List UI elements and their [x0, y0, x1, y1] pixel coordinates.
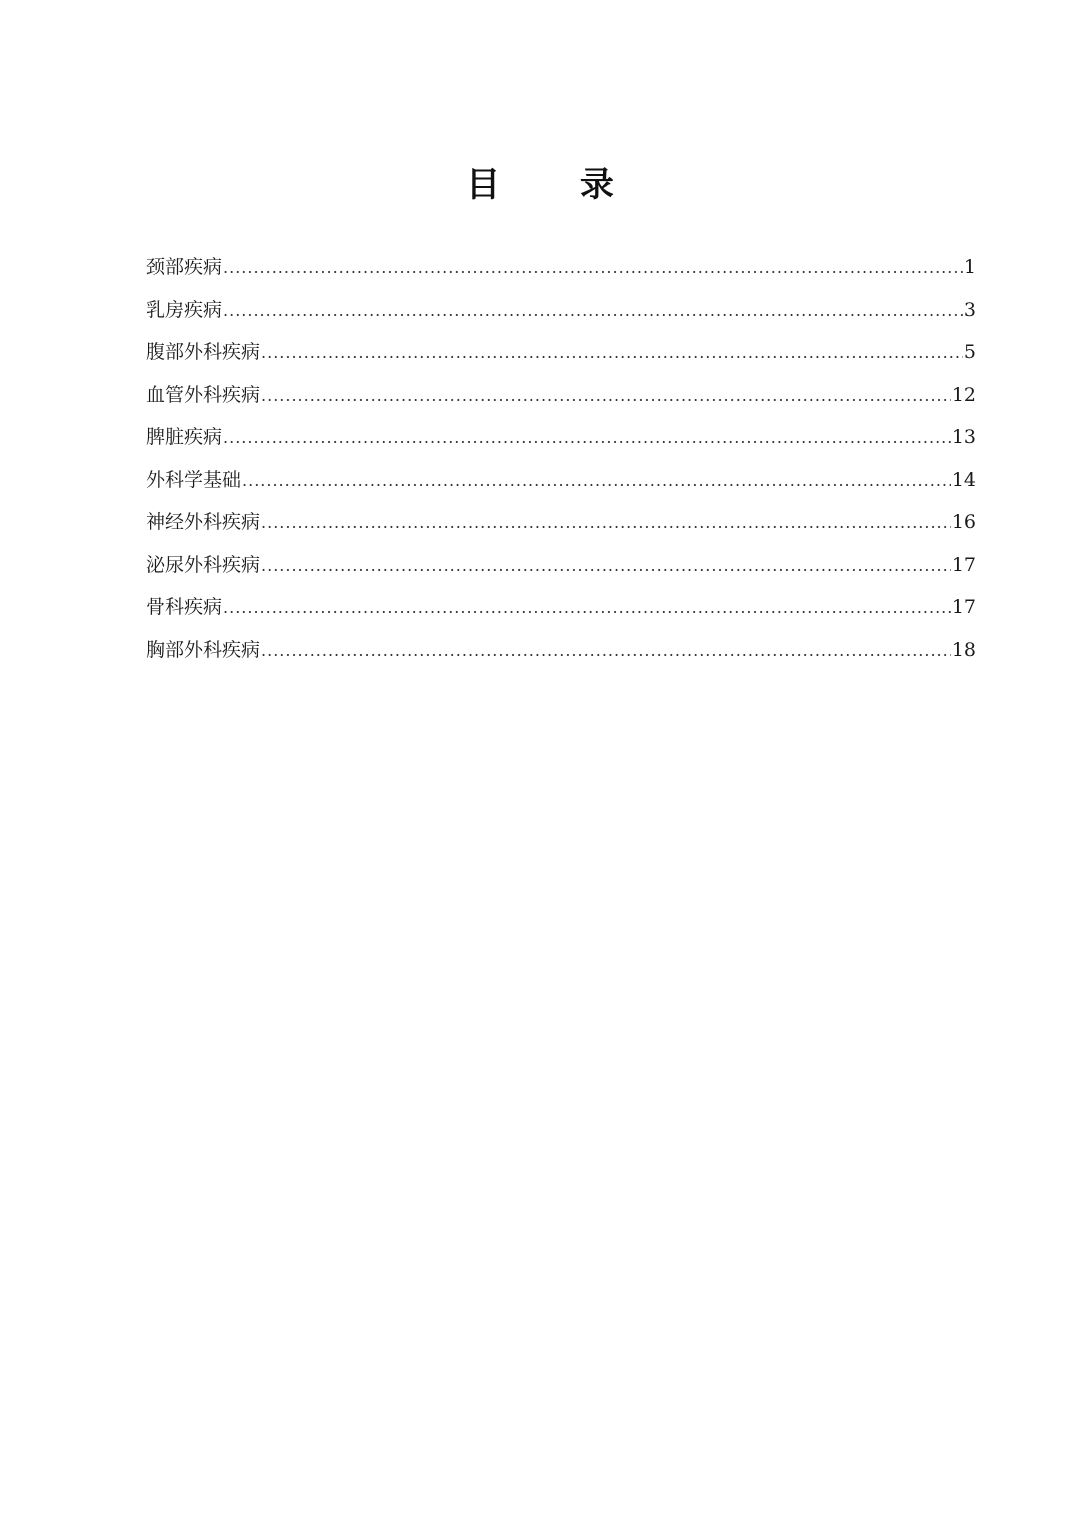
toc-dot-leader	[261, 630, 951, 672]
toc-entry-label: 胸部外科疾病	[146, 638, 261, 661]
toc-entry[interactable]	[146, 289, 976, 332]
toc-entry[interactable]	[146, 416, 976, 459]
toc-page-number: 17	[951, 553, 976, 576]
toc-page-number: 12	[951, 383, 976, 406]
toc-entry-label: 腹部外科疾病	[146, 341, 261, 363]
table-of-contents	[146, 246, 976, 671]
toc-page-number: 13	[951, 426, 976, 448]
toc-page-number: 16	[951, 511, 976, 533]
toc-dot-leader	[242, 460, 951, 502]
toc-entry-label: 脾脏疾病	[146, 426, 223, 448]
toc-entry[interactable]	[146, 629, 976, 672]
toc-entry-label: 泌尿外科疾病	[146, 553, 261, 576]
toc-page-number: 5	[963, 341, 976, 363]
toc-entry[interactable]	[146, 501, 976, 544]
toc-dot-leader	[223, 417, 951, 459]
toc-dot-leader	[261, 545, 951, 587]
toc-page-number: 1	[963, 256, 976, 278]
toc-dot-leader	[261, 332, 963, 374]
toc-entry-label: 乳房疾病	[146, 298, 223, 321]
toc-dot-leader	[223, 247, 963, 289]
toc-entry[interactable]	[146, 374, 976, 417]
toc-entry[interactable]	[146, 544, 976, 587]
toc-entry-label: 骨科疾病	[146, 596, 223, 618]
toc-dot-leader	[223, 290, 963, 332]
toc-dot-leader	[261, 375, 951, 417]
toc-entry-label: 外科学基础	[146, 468, 242, 491]
toc-dot-leader	[261, 502, 951, 544]
toc-dot-leader	[223, 587, 951, 629]
toc-entry-label: 血管外科疾病	[146, 383, 261, 406]
toc-entry-label: 神经外科疾病	[146, 511, 261, 533]
toc-page-number: 14	[951, 468, 976, 491]
toc-entry-label: 颈部疾病	[146, 256, 223, 278]
page-title: 目 录	[466, 165, 648, 205]
toc-entry[interactable]	[146, 246, 976, 289]
toc-entry[interactable]	[146, 331, 976, 374]
toc-page-number: 17	[951, 596, 976, 618]
toc-entry[interactable]	[146, 459, 976, 502]
toc-entry[interactable]	[146, 586, 976, 629]
toc-page-number: 3	[963, 298, 976, 321]
toc-page-number: 18	[951, 638, 976, 661]
